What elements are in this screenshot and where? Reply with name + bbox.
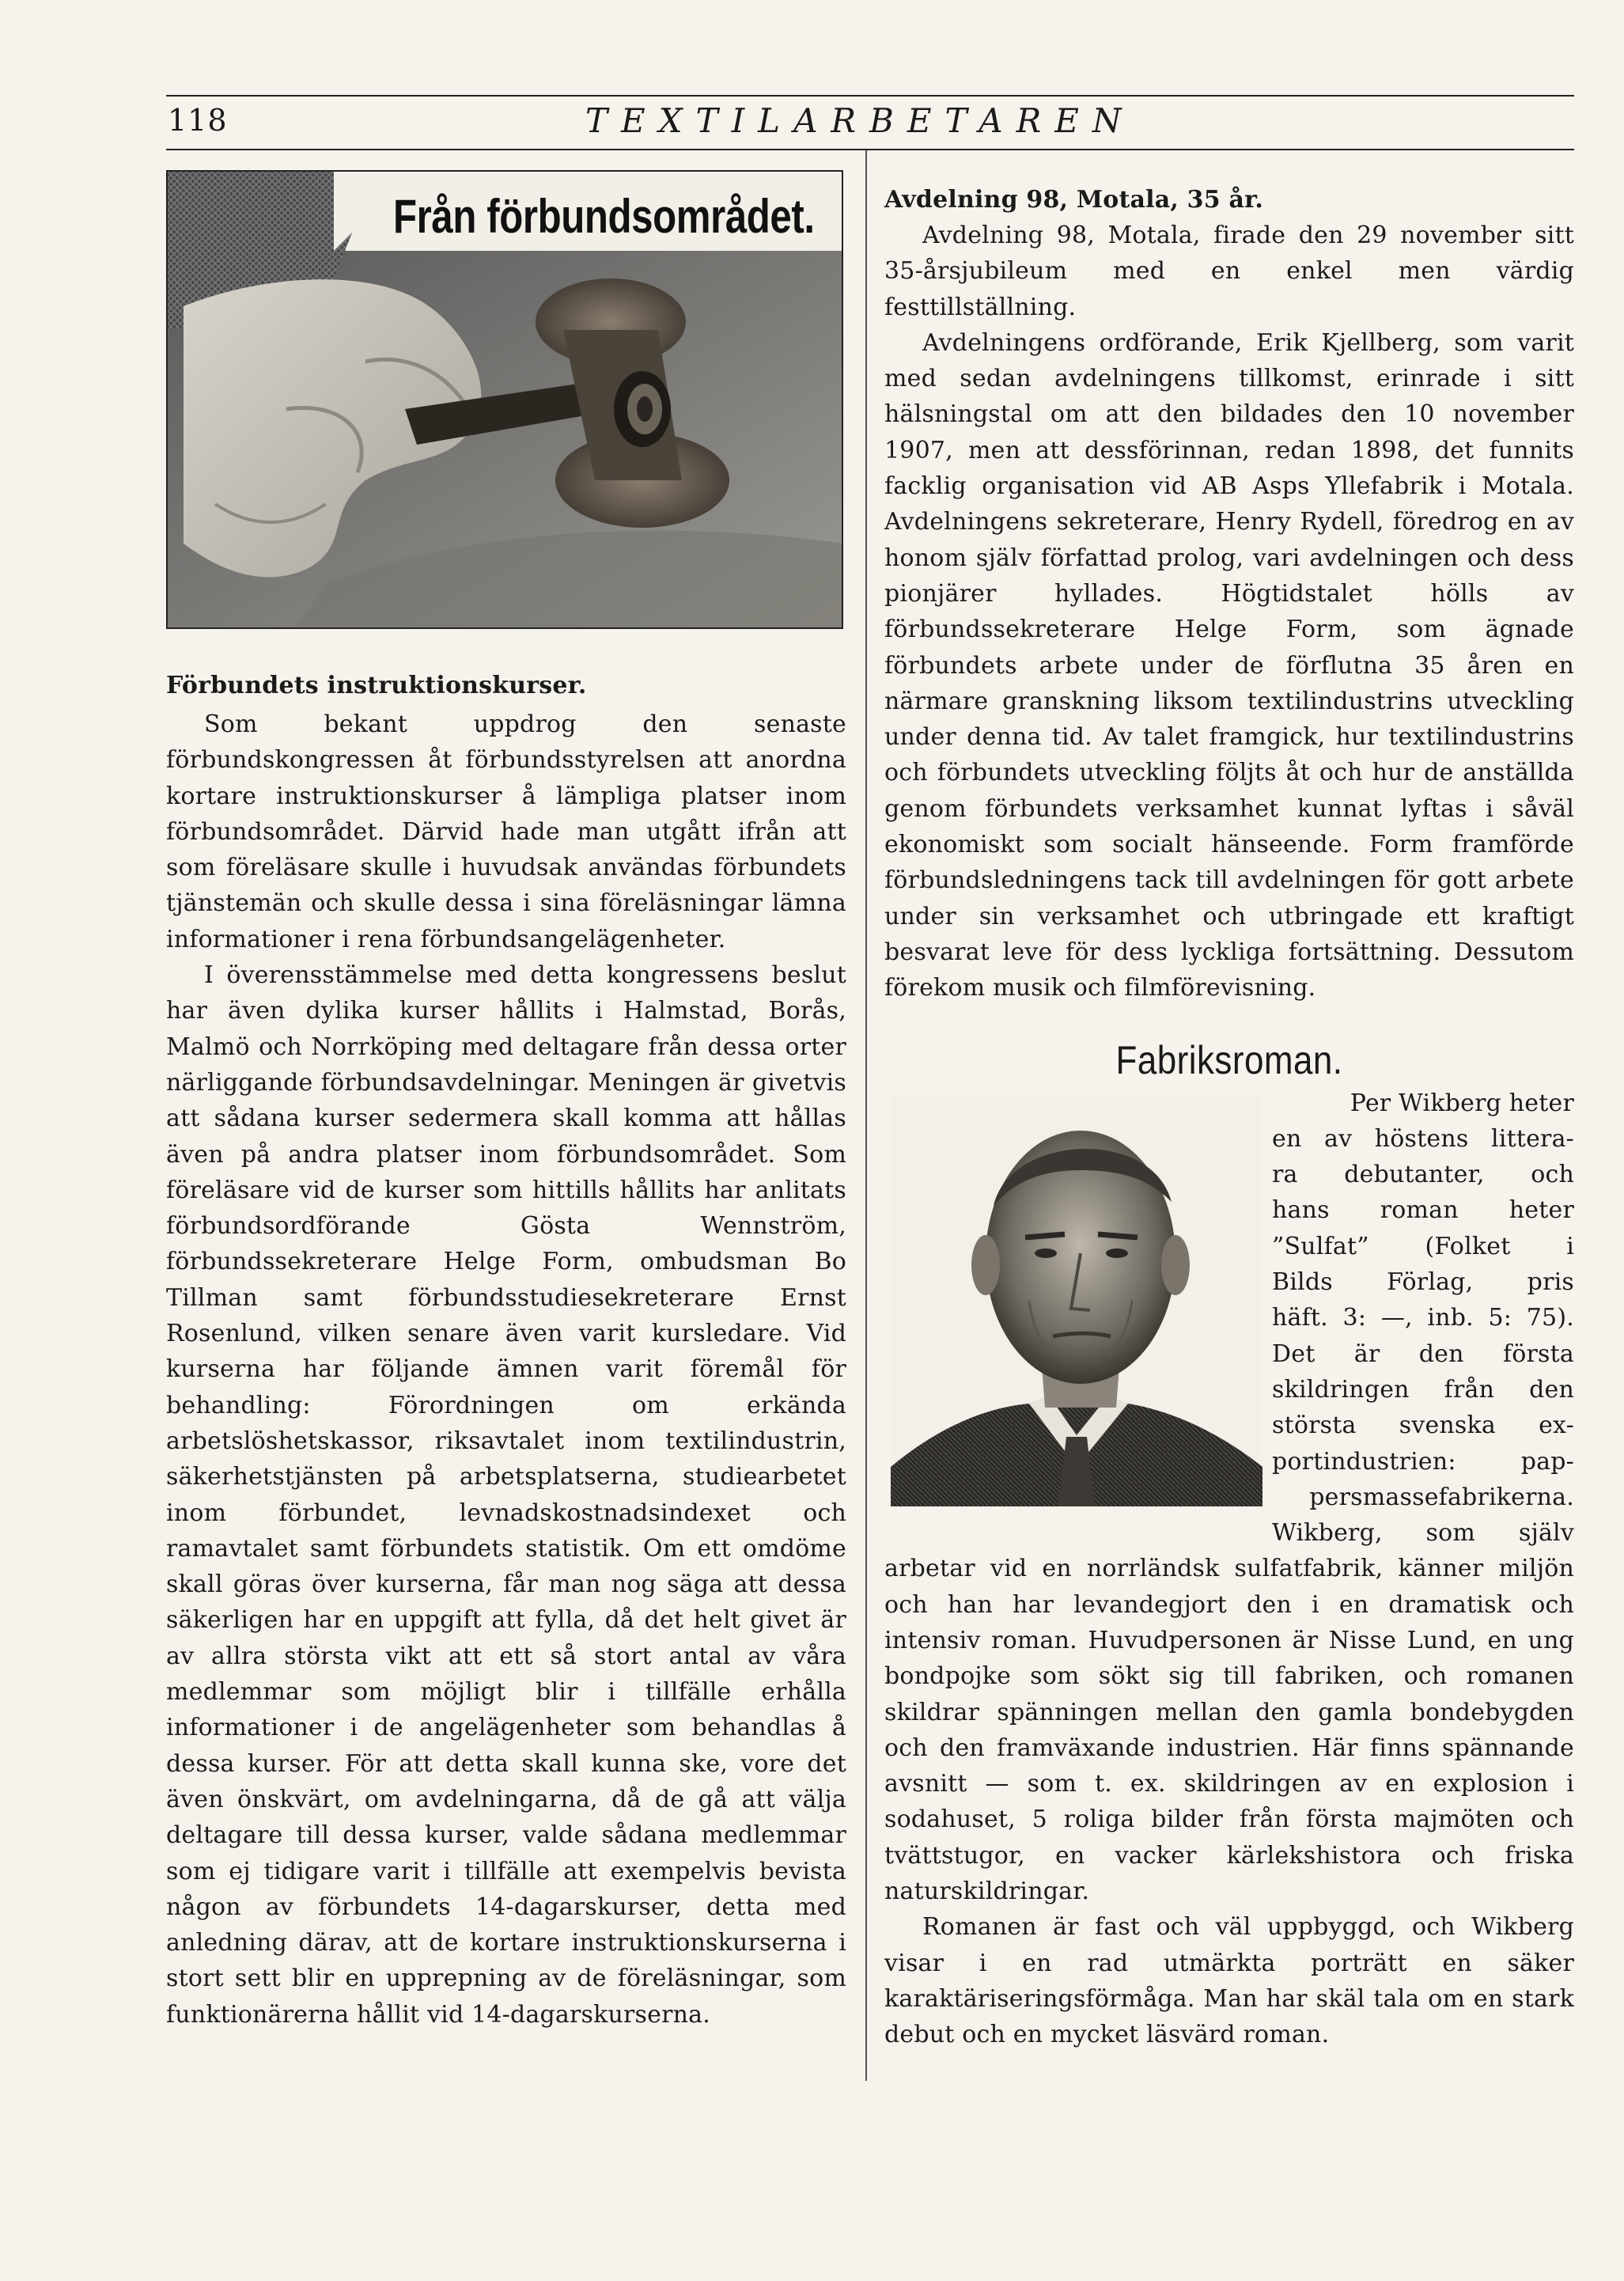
page-number: 118	[168, 103, 228, 138]
article-paragraph: Avdelningens ordförande, Erik Kjellberg, som varit med sedan avdelningens tillkomst, erinrade i sitt hälsningstal om att den bildades den 10 november 1907, men att dessförinnan, redan 1898, det funnits facklig organisation vid AB Asps Yllefabrik i Motala. Avdelningens sekreterare, Henry Rydell, föredrog en av honom själv författad prolog, vari avdelningen och dess pionjärer hyllades. Högtidstalet hölls av förbundssekreterare Helge Form, som ägnade förbundets arbete under de förflutna 35 åren en närmare granskning liksom textilindustrins utveckling under denna tid. Av talet framgick, hur textilindustrins och förbundets utveckling följts åt och hur de anställda genom förbundets verksamhet kunnat lyftas i såväl ekonomiskt som socialt hänseende. Form framförde förbundsledningens tack till avdelningen för gott arbete under sin verksamhet och utbringade ett kraftigt besvarat leve för dess lyckliga fortsättning. Dessutom förekom musik och filmförevisning.	[884, 328, 1574, 1002]
review-heading: Fabriksroman.	[1115, 1037, 1343, 1082]
float-line: största svenska ex-	[1272, 1411, 1574, 1440]
float-line: ”Sulfat” (Folket i	[1272, 1232, 1574, 1260]
float-line: skildringen från den	[1272, 1375, 1574, 1404]
float-line: Det är den första	[1272, 1339, 1574, 1368]
review-block	[884, 1084, 1574, 2053]
float-line: Bilds Förlag, pris	[1272, 1268, 1574, 1297]
right-article-motala	[884, 183, 1574, 1006]
review-paragraph: Wikberg, som själv arbetar vid en norrländsk sulfatfabrik, känner miljön och han har levandegjort den i en dramatisk och intensiv roman. Huvudpersonen är Nisse Lund, en ung bondpojke som sökt sig till fabriken, och romanen skildrar spänningen mellan den gamla bondebygden och den framväxande industrien. Här finns spännande avsnitt — som t. ex. skildringen av en explosion i sodahuset, 5 roliga bilder från första majmöten och tvättstugor, en vacker kärlekshistora och friska naturskildringar.	[884, 1519, 1574, 1906]
header-rule-bottom	[166, 149, 1574, 150]
section-heading: Från förbundsområdet.	[393, 190, 815, 243]
float-line: hans roman heter	[1272, 1196, 1574, 1225]
review-float-text	[1272, 1084, 1574, 1516]
float-line: en av höstens littera-	[1272, 1124, 1574, 1153]
float-line: persmassefabrikerna.	[1309, 1483, 1574, 1511]
gavel-photo	[166, 170, 843, 629]
article-paragraph: I överensstämmelse med detta kongressens beslut har även dylika kurser hållits i Halmstad, Borås, Malmö och Norrköping med deltagare från dessa orter närliggande förbundsavdelningar. Meningen är givetvis att sådana kurser sedermera skall komma att hållas även på andra platser inom förbundsområdet. Som föreläsare vid de kurser som hittills hållits har anlitats förbundsordförande Gösta Wennström, förbundssekreterare Helge Form, ombudsman Bo Tillman samt förbundsstudiesekreterare Ernst Rosenlund, vilken senare även varit kursledare. Vid kurserna har följande ämnen varit föremål för behandling: Förordningen om erkända arbetslöshetskassor, riksavtalet inom textilindustrin, säkerhetstjänsten på arbetsplatserna, studiearbetet inom förbundet, levnadskostnadsindexet och ramavtalet samt förbundets statistik. Om ett omdöme skall göras över kurserna, får man nog säga att dessa säkerligen har en uppgift att fylla, då det helt givet är av allra största vikt att ett så stort antal av våra medlemmar som möjligt blir i tillfälle erhålla informationer i de angelägenheter som behandlas å dessa kurser. För att detta skall kunna ske, vore det även önskvärt, om avdelningarna, då de gå att välja deltagare till dessa kurser, valde sådana medlemmar som ej tidigare varit i tillfälle att exempelvis bevista någon av förbundets 14-dagarskurser, detta med anledning därav, att de kortare instruktionskurserna i stort sett blir en upprepning av de föreläsningar, som funktionärerna hållit vid 14-dagarskurserna.	[166, 961, 846, 2029]
float-line: häft. 3: —, inb. 5: 75).	[1272, 1304, 1574, 1332]
article-paragraph: Som bekant uppdrog den senaste förbundskongressen åt förbundsstyrelsen att anordna kortare instruktionskurser å lämpliga platser inom förbundsområdet. Därvid hade man utgått ifrån att som föreläsare skulle i huvudsak användas förbundets tjänstemän och skulle dessa i sina föreläsningar lämna informationer i rena förbundsangelägenheter.	[166, 710, 846, 953]
float-line: portindustrien: pap-	[1272, 1447, 1574, 1476]
column-divider	[865, 150, 867, 2081]
portrait-image	[891, 1095, 1262, 1506]
left-column	[166, 170, 846, 2033]
header-rule-top	[166, 95, 1574, 97]
article-title-motala: Avdelning 98, Motala, 35 år.	[884, 186, 1263, 214]
author-portrait	[891, 1095, 1262, 1506]
float-line: Per Wikberg heter	[1350, 1089, 1574, 1117]
review-body	[884, 1515, 1574, 2052]
right-column	[884, 170, 1574, 2053]
running-title: TEXTILARBETAREN	[585, 101, 1135, 140]
review-paragraph: Romanen är fast och väl uppbyggd, och Wikberg visar i en rad utmärkta porträtt en säker karaktäriseringsförmåga. Man har skäl tala om en stark debut och en mycket läsvärd roman.	[884, 1913, 1574, 2049]
article-paragraph: Avdelning 98, Motala, firade den 29 november sitt 35-årsjubileum med en enkel men värdig festtillställning.	[884, 222, 1574, 321]
article-title-instruktionskurser: Förbundets instruktionskurser.	[166, 672, 587, 699]
left-article	[166, 669, 846, 2033]
float-line: ra debutanter, och	[1272, 1161, 1574, 1189]
